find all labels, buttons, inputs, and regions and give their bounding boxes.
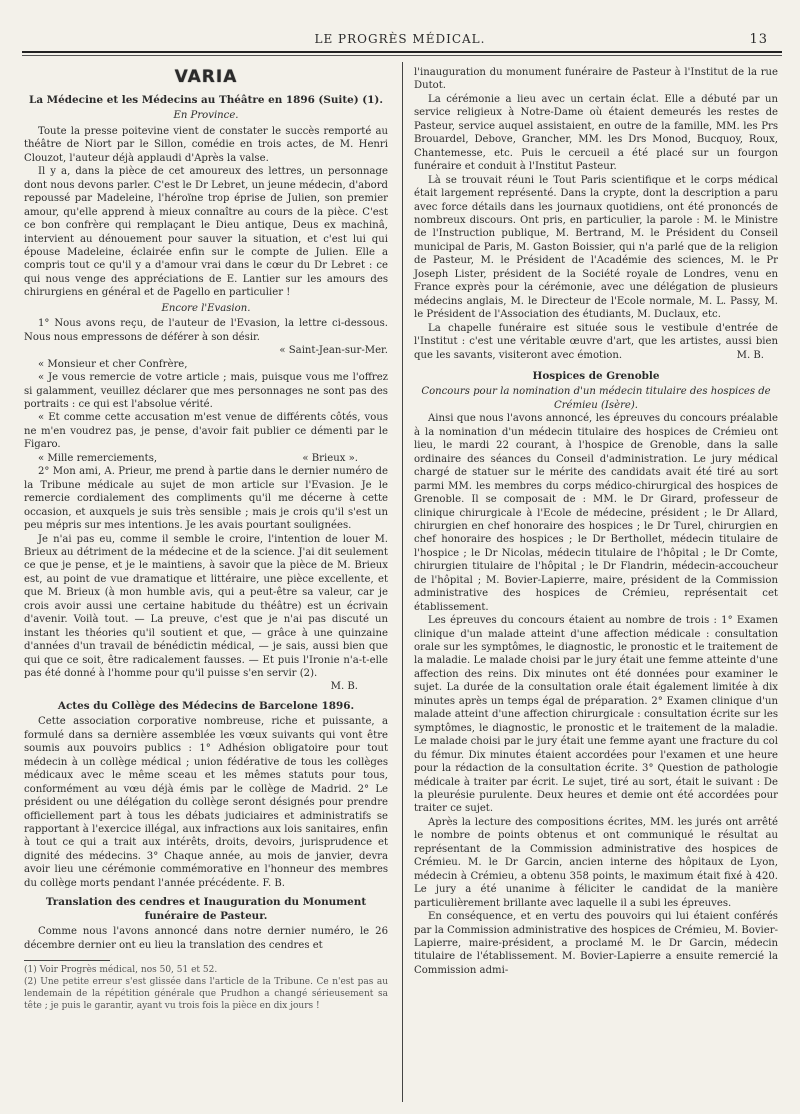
running-header [24, 32, 776, 48]
paragraph-text: La chapelle funéraire est située sous le vestibule d'entrée de l'Institut : c'est une véritable œuvre d'art, que les artistes, aussi bien que les savants, visiteront avec émotion. [414, 322, 778, 361]
footnote: (2) Une petite erreur s'est glissée dans l'article de la Tribune. Ce n'est pas au lendemain de la répétition générale que Prudhon a changé sérieusement sa tête ; je puis le garantir, ayant vu trois fois la pièce en dix jours ! [24, 977, 388, 1012]
article-title: Translation des cendres et Inauguration du Monument funéraire de Pasteur. [45, 896, 367, 922]
letter-closing [24, 452, 388, 465]
letter-place: « Saint-Jean-sur-Mer. [279, 345, 388, 357]
paragraph: Il y a, dans la pièce de cet amoureux des lettres, un personnage dont nous devons parler. C'est le Dr Lebret, un jeune médecin, d'abord repoussé par Madeleine, l'héroïne trop éprise de Julien, son premier amour, qu'elle apprend à mieux connaître au cours de la pièce. C'est ce bon confrère qui remplaçant le Dieu antique, Deus ex machinâ, intervient au dénouement pour sauver la situation, et c'est lui qui épouse Madeleine, éclairée enfin sur le compte de Julien. Elle a compris tout ce qu'il y a d'amour vrai dans le cœur du Dr Lebret : ce qui nous venge des appréciations de E. Lantier sur les amours des chirurgiens en général et de Pagello en particulier ! [24, 166, 388, 299]
article-subtitle: En Province. [173, 110, 239, 122]
article-title: Actes du Collège des Médecins de Barcelone 1896. [57, 699, 355, 712]
closing-text: « Mille remerciements, [38, 452, 158, 464]
section-title: VARIA [174, 67, 238, 87]
footnote: (1) Voir Progrès médical, nos 50, 51 et 52. [24, 965, 218, 976]
paragraph: La cérémonie a lieu avec un certain éclat. Elle a débuté par un service religieux à Notre-Dame où étaient demeurés les restes de Pasteur, service auquel assistaient, en outre de la famille, MM. les Prs Brouardel, Debove, Grancher, MM. les Drs Monod, Bucquoy, Roux, Chantemesse, etc. Puis le cercueil a été placé sur un fourgon funéraire et conduit à l'Institut Pasteur. [414, 93, 778, 173]
article-title: Hospices de Grenoble [532, 369, 660, 382]
author-signature: M. B. [330, 681, 358, 693]
footnote-rule [24, 960, 110, 961]
article-subtitle: Encore l'Evasion. [161, 302, 251, 314]
paragraph: Cette association corporative nombreuse, riche et puissante, a formulé dans sa dernière assemblée les vœux suivants qui vont être soumis aux pouvoirs publics : 1° Adhésion obligatoire pour tout médecin à un collège médical ; union fédérative de tous les collèges médicaux avec le même sceau et les mêmes statuts pour tous, conformément au vœu déjà émis par le collège de Madrid. 2° Le président ou une délégation du collège seront désignés pour prendre officiellement part à tous les débats judiciaires et administratifs se rapportant à l'exercice illégal, aux infractions aux lois sanitaires, enfin à tout ce qui a trait aux intérêts, droits, devoirs, jurisprudence et dignité des médecins. 3° Chaque année, au mois de janvier, devra avoir lieu une cérémonie commémorative en l'honneur des membres du collège morts pendant l'année précédente. F. B. [24, 716, 388, 889]
paragraph: Toute la presse poitevine vient de constater le succès remporté au théâtre de Niort par le Sillon, comédie en trois actes, de M. Henri Clouzot, l'auteur déjà applaudi d'Après la valse. [24, 125, 388, 164]
article-subtitle: Concours pour la nomination d'un médecin titulaire des hospices de Crémieu (Isère). [421, 386, 771, 411]
header-rule [22, 51, 782, 53]
letter-signature: « Brieux ». [302, 452, 358, 464]
paragraph: Comme nous l'avons annoncé dans notre dernier numéro, le 26 décembre dernier ont eu lieu la translation des cendres et [24, 926, 388, 951]
paragraph: 1° Nous avons reçu, de l'auteur de l'Evasion, la lettre ci-dessous. Nous nous empressons de déférer à son désir. [24, 318, 388, 343]
header-rule-thin [22, 55, 782, 56]
page-number: 13 [749, 32, 768, 47]
paragraph: Les épreuves du concours étaient au nombre de trois : 1° Examen clinique d'un malade atteint d'une affection médicale : consultation orale sur les symptômes, le diagnostic, le pronostic et le traitement de la maladie. Le malade choisi par le jury était une femme atteinte d'une affection des reins. Dix minutes ont été données pour examiner le sujet. La durée de la consultation orale était également limitée à dix minutes après un temps égal de préparation. 2° Examen clinique d'un malade atteint d'une affection chirurgicale : consultation écrite sur les symptômes, le diagnostic, le pronostic et le traitement de la maladie. Le malade choisi par le jury était une femme ayant une fracture du col du fémur. Dix minutes étaient accordées pour l'examen et une heure pour la rédaction de la consultation écrite. 3° Question de pathologie médicale à traiter par écrit. Le sujet, tiré au sort, était le suivant : De la pleurésie purulente. Deux heures et demie ont été accordées pour traiter ce sujet. [414, 615, 778, 815]
paragraph: Après la lecture des compositions écrites, MM. les jurés ont arrêté le nombre de points obtenus et ont communiqué le résultat au représentant de la Commission administrative des hospices de Crémieu. M. le Dr Garcin, ancien interne des hôpitaux de Lyon, médecin à Crémieu, a obtenu 358 points, le maximum était fixé à 420. Le jury a été unanime à féliciter le candidat de la manière particulièrement brillante avec laquelle il a subi les épreuves. [414, 816, 778, 909]
paragraph: l'inauguration du monument funéraire de Pasteur à l'Institut de la rue Dutot. [414, 67, 778, 92]
journal-title: LE PROGRÈS MÉDICAL. [314, 32, 486, 46]
article-title: La Médecine et les Médecins au Théâtre en 1896 (Suite) (1). [29, 94, 383, 106]
column-divider [402, 62, 403, 1102]
left-column [24, 66, 388, 1012]
right-column [414, 66, 778, 977]
paragraph: « Et comme cette accusation m'est venue de différents côtés, vous ne m'en voudrez pas, je pense, d'avoir fait publier ce démenti par le Figaro. [24, 412, 388, 451]
paragraph: Je n'ai pas eu, comme il semble le croire, l'intention de louer M. Brieux au détriment de la médecine et de la science. J'ai dit seulement ce que je pense, et je le maintiens, à savoir que la pièce de M. Brieux est, au point de vue dramatique et littéraire, une pièce excellente, et que M. Brieux (à mon humble avis, qui a peut-être sa valeur, car je crois avoir aussi une certaine habitude du théâtre) est un écrivain d'avenir. Voilà tout. — La preuve, c'est que je n'ai pas discuté un instant les théories qu'il soutient et que, — grâce à une quinzaine d'années d'un travail de bénédictin médical, — je sais, aussi bien que qui que ce soit, être radicalement fausses. — Et puis l'Ironie n'a-t-elle pas été donné à l'homme pour qu'il puisse s'en servir (2). [24, 533, 388, 680]
author-signature: M. B. [736, 349, 764, 361]
paragraph: En conséquence, et en vertu des pouvoirs qui lui étaient conférés par la Commission administrative des hospices de Crémieu, M. Bovier-Lapierre, maire-président, a proclamé M. le Dr Garcin, médecin titulaire de l'établissement. M. Bovier-Lapierre a ensuite remercié la Commission admi- [414, 911, 778, 976]
paragraph [414, 322, 778, 362]
paragraph: 2° Mon ami, A. Prieur, me prend à partie dans le dernier numéro de la Tribune médicale au sujet de mon article sur l'Evasion. Je le remercie cordialement des compliments qu'il me décerne à cette occasion, et auxquels je suis très sensible ; mais je crois qu'il s'est un peu mépris sur mes intentions. Je les avais pourtant soulignées. [24, 466, 388, 532]
paragraph: Là se trouvait réuni le Tout Paris scientifique et le corps médical était largement représenté. Dans la crypte, dont la description a paru avec force détails dans les journaux quotidiens, ont été prononcés de nombreux discours. Ont pris, en particulier, la parole : M. le Ministre de l'Instruction publique, M. Bertrand, M. le Président du Conseil municipal de Paris, M. Gaston Boissier, qui n'a parlé que de la religion de Pasteur, M. le Président de l'Académie des sciences, M. le Pr Joseph Lister, président de la Société royale de Londres, venu en France exprès pour la cérémonie, avec une délégation de plusieurs médecins anglais, M. le Directeur de l'Ecole normale, M. L. Passy, M. le Président de l'Association des étudiants, M. Duclaux, etc. [414, 174, 778, 321]
paragraph: Ainsi que nous l'avons annoncé, les épreuves du concours préalable à la nomination d'un médecin titulaire des hospices de Crémieu ont lieu, le mardi 22 courant, à l'hospice de Grenoble, dans la salle ordinaire des séances du Conseil d'administration. Le jury médical chargé de statuer sur le mérite des candidats avait été tiré au sort parmi MM. les membres du corps médico-chirurgical des hospices de Grenoble. Il se composait de : MM. le Dr Girard, professeur de clinique chirurgicale à l'Ecole de médecine, président ; le Dr Allard, chirurgien en chef honoraire des hospices ; le Dr Turel, chirurgien en chef honoraire des hospices ; le Dr Berthollet, médecin titulaire de l'hospice ; le Dr Nicolas, médecin titulaire de l'hôpital ; le Dr Comte, chirurgien titulaire de l'hôpital ; le Dr Flandrin, médecin-accoucheur de l'hôpital ; M. Bovier-Lapierre, maire, président de la Commission administrative des hospices de Crémieu, représentait cet établissement. [414, 413, 778, 613]
letter-salutation: « Monsieur et cher Confrère, [38, 358, 188, 370]
paragraph: « Je vous remercie de votre article ; mais, puisque vous me l'offrez si galamment, veuillez déclarer que mes personnages ne sont pas des portraits : ce qui est l'absolue vérité. [24, 372, 388, 410]
